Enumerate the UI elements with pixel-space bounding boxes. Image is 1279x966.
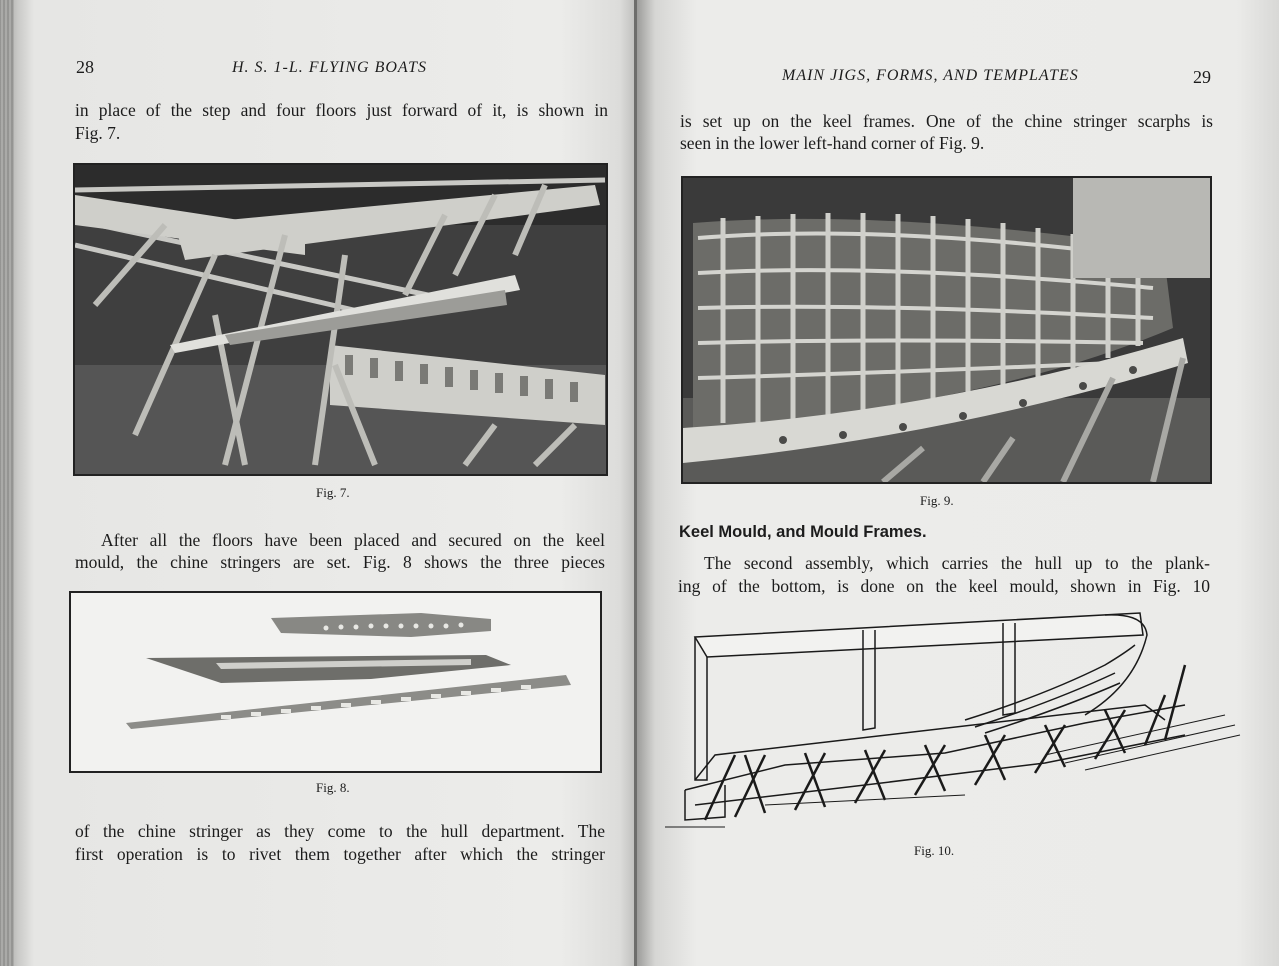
- left-page: [0, 0, 636, 966]
- left-folio: 28: [76, 57, 94, 77]
- section-heading: Keel Mould, and Mould Frames.: [679, 523, 927, 541]
- fig7-photo: [73, 163, 608, 476]
- left-para-mid-line1: After all the floors have been placed and secured on the keel: [101, 530, 605, 550]
- right-page: [637, 0, 1279, 966]
- left-para-top-line1: in place of the step and four floors just forward of it, is shown in: [75, 100, 608, 120]
- fig8-caption: Fig. 8.: [316, 780, 350, 795]
- right-folio: 29: [1193, 67, 1211, 87]
- fig10-drawing: [665, 605, 1245, 840]
- page-edges: [0, 0, 14, 966]
- right-para-section-line1: The second assembly, which carries the hull up to the plank-: [704, 553, 1210, 573]
- fig8-photo: [69, 591, 602, 773]
- right-running-head: MAIN JIGS, FORMS, AND TEMPLATES: [782, 67, 1079, 84]
- left-para-bottom-line1: of the chine stringer as they come to the hull department. The: [75, 821, 605, 841]
- fig7-caption: Fig. 7.: [316, 485, 350, 500]
- left-running-head: H. S. 1-L. FLYING BOATS: [232, 59, 427, 76]
- left-para-bottom-line2: first operation is to rivet them together after which the stringer: [75, 844, 605, 864]
- fig10-caption: Fig. 10.: [914, 843, 955, 858]
- left-para-mid-line2: mould, the chine stringers are set. Fig. 8 shows the three pieces: [75, 552, 605, 572]
- right-para-section-line2: ing of the bottom, is done on the keel mould, shown in Fig. 10: [678, 576, 1210, 596]
- right-para-top-line1: is set up on the keel frames. One of the chine stringer scarphs is: [680, 111, 1213, 131]
- fig9-photo: [681, 176, 1212, 484]
- fig9-caption: Fig. 9.: [920, 493, 954, 508]
- right-para-top-line2: seen in the lower left-hand corner of Fig. 9.: [680, 133, 985, 153]
- left-para-top-line2: Fig. 7.: [75, 123, 121, 143]
